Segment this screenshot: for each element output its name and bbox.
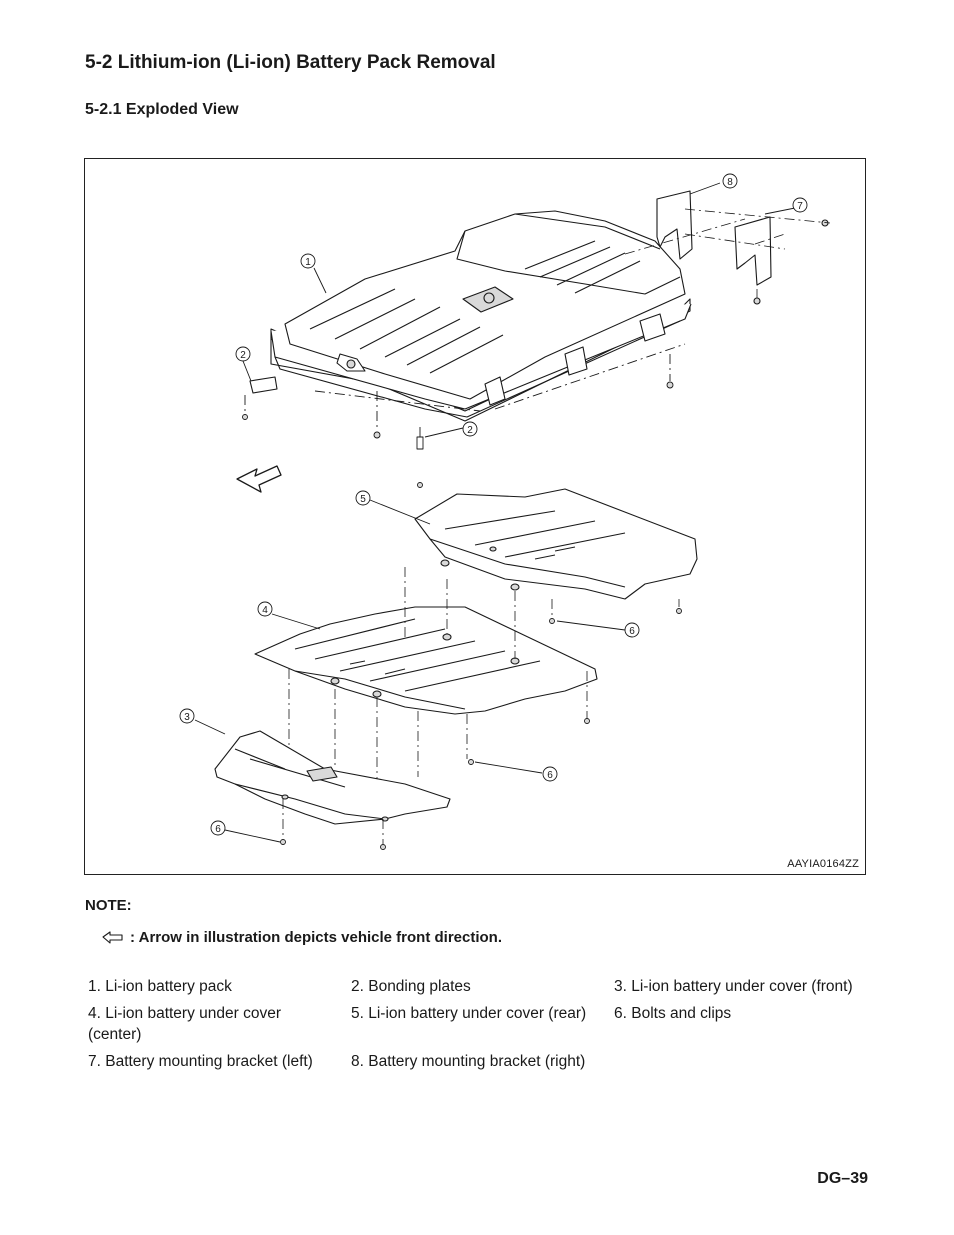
note-label: NOTE: [85, 897, 132, 914]
callout-2a: 2 [240, 350, 246, 361]
exploded-view-figure [84, 158, 866, 875]
vehicle-front-arrow-icon [237, 466, 281, 492]
callout-6a: 6 [629, 626, 635, 637]
callout-8: 8 [727, 177, 733, 188]
note-text: : Arrow in illustration depicts vehicle front direction. [130, 929, 502, 946]
callout-2b: 2 [467, 425, 473, 436]
legend-item: 1. Li-ion battery pack [88, 978, 232, 995]
front-under-cover-drawing [215, 731, 450, 824]
battery-pack-drawing [250, 211, 691, 421]
figure-id: AAYIA0164ZZ [787, 858, 859, 870]
legend-item: 2. Bonding plates [351, 978, 471, 995]
legend-item: 3. Li-ion battery under cover (front) [614, 978, 853, 995]
rear-under-cover-drawing [415, 489, 697, 599]
legend-item: 4. Li-ion battery under cover (center) [88, 1005, 281, 1043]
callout-5: 5 [360, 494, 366, 505]
callout-6b: 6 [547, 770, 553, 781]
callout-4: 4 [262, 605, 268, 616]
center-under-cover-drawing [255, 607, 597, 714]
subsection-title: 5-2.1 Exploded View [85, 101, 239, 118]
section-title: 5-2 Lithium-ion (Li-ion) Battery Pack Removal [85, 52, 496, 73]
note-line [102, 929, 502, 946]
callout-1: 1 [305, 257, 311, 268]
legend-item: 8. Battery mounting bracket (right) [351, 1053, 586, 1070]
legend-item: 7. Battery mounting bracket (left) [88, 1053, 313, 1070]
page-number: DG–39 [817, 1170, 868, 1187]
callout-3: 3 [184, 712, 190, 723]
exploded-view-drawing [85, 159, 865, 874]
parts-legend [88, 976, 868, 1072]
callout-7: 7 [797, 201, 803, 212]
legend-item: 5. Li-ion battery under cover (rear) [351, 1005, 587, 1022]
callout-6c: 6 [215, 824, 221, 835]
front-direction-arrow-icon [102, 931, 124, 945]
legend-item: 6. Bolts and clips [614, 1005, 732, 1022]
